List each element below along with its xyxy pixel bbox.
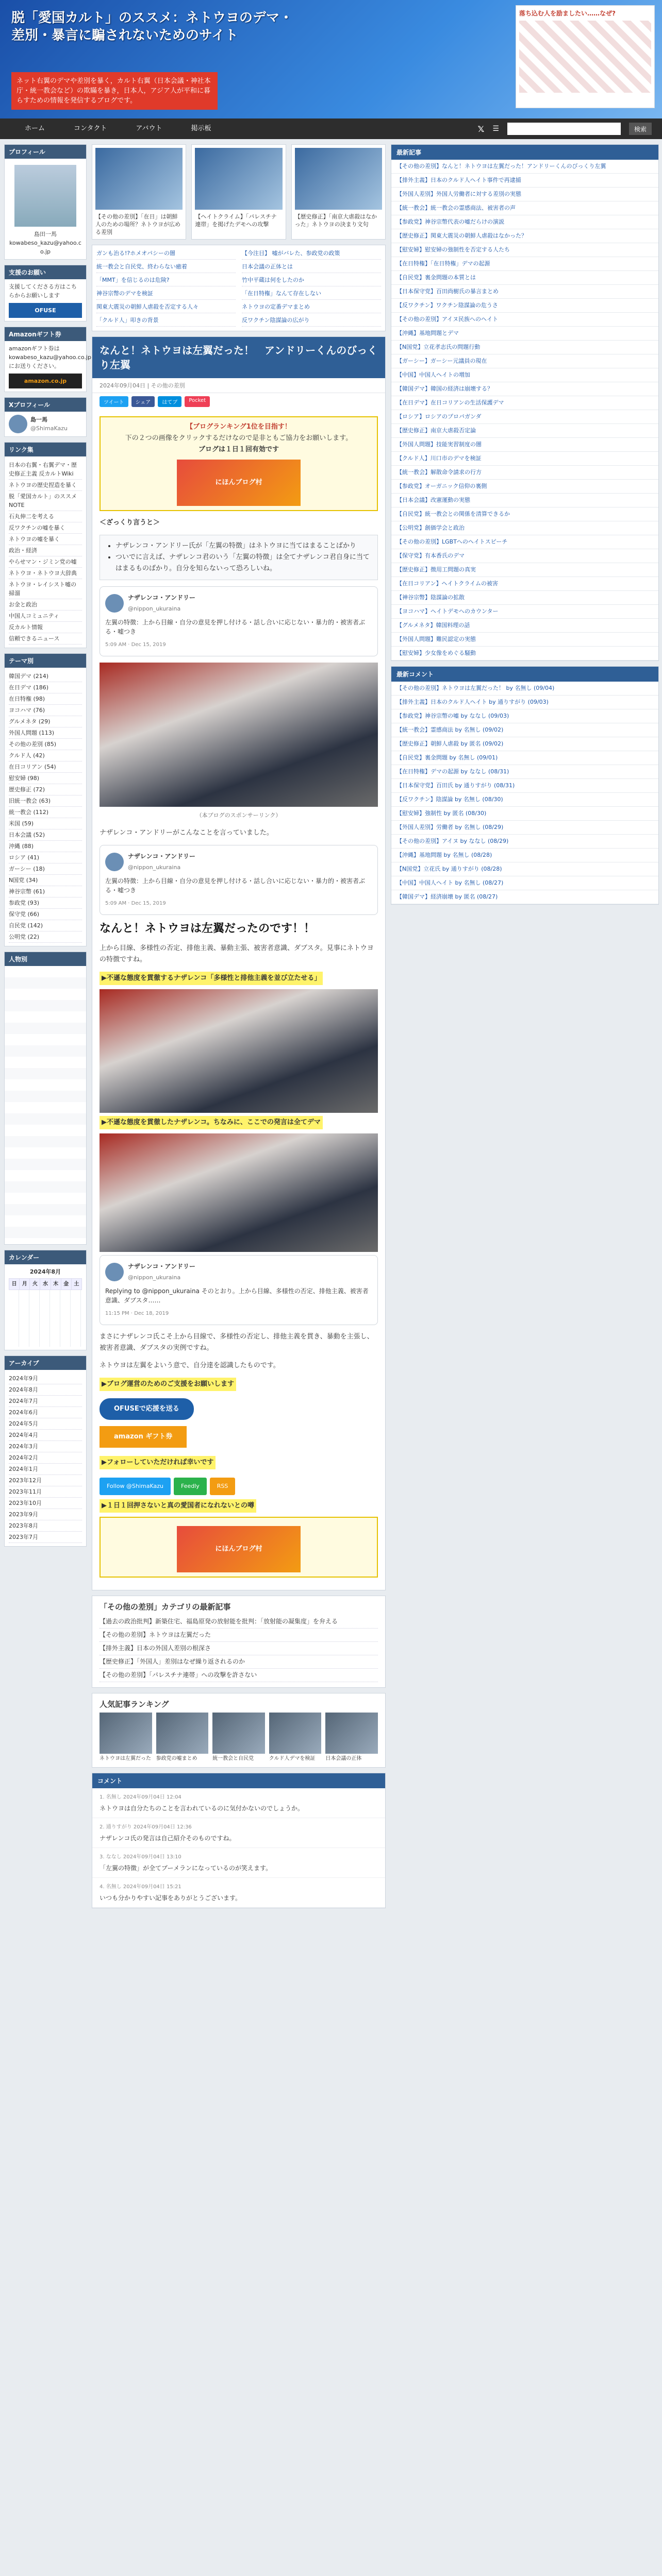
ranking-banner[interactable]: にほんブログ村 <box>177 460 301 506</box>
ranking-thumb <box>269 1713 322 1754</box>
ranking-thumb <box>156 1713 209 1754</box>
ofuse-badge[interactable]: OFUSE <box>9 303 82 318</box>
x-icon[interactable]: 𝕏 <box>477 124 485 134</box>
share-row <box>92 393 385 410</box>
calendar-table <box>9 1278 82 1290</box>
theme-item[interactable]: ヨコハマ (76) <box>9 705 82 716</box>
tweet-handle: @nippon_ukuraina <box>128 605 181 612</box>
theme-item[interactable]: 旧統一教会 (63) <box>9 795 82 807</box>
theme-item[interactable]: 日本会議 (52) <box>9 829 82 841</box>
recent-post-item[interactable]: 【外国人問題】技能実習制度の闇 <box>391 438 658 452</box>
tag-cloud <box>5 966 86 1244</box>
feature-card[interactable] <box>92 144 186 240</box>
nav-bbs[interactable]: 掲示板 <box>191 125 211 132</box>
comment-text: ナザレンコ氏の発言は自己紹介そのものですね。 <box>100 1835 236 1842</box>
headline-link[interactable]: 【今注目】 嘘がバレた、参政党の政策 <box>242 249 381 260</box>
recent-comment-item[interactable]: 【在日特権】デマの起源 by ななし (08/31) <box>391 765 658 779</box>
tweet-avatar <box>105 594 124 613</box>
calendar-weekday: 日 <box>9 1279 20 1290</box>
tweet-text: 左翼の特徴：上から目線・自分の意見を押し付ける・話し合いに応じない・暴力的・被害者ぶる・嘘つき <box>105 877 366 894</box>
comment-text: いつも分かりやすい記事をありがとうございます。 <box>100 1894 242 1902</box>
archive-item[interactable]: 2023年7月 <box>9 1532 82 1543</box>
recent-post-item[interactable]: 【中国】中国人ヘイトの増加 <box>391 368 658 382</box>
theme-item[interactable]: 神谷宗幣 (61) <box>9 886 82 897</box>
category-item[interactable]: 【過去の政治批判】新築住宅、福島原発の放射能を批判：「放射能の凝集度」を弁える <box>100 1615 378 1629</box>
header-banner[interactable] <box>516 5 655 108</box>
recent-post-item[interactable]: 【統一教会】統一教会の霊感商法、被害者の声 <box>391 201 658 215</box>
category-item[interactable]: 【その他の差別】ネトウヨは左翼だった <box>100 1629 378 1642</box>
highlight-heading: ▶不遜な態度を貫徹したナザレンコ。ちなみに、ここでの発言は全てデマ <box>100 1116 323 1129</box>
ranking-caption: 日本会議の正体 <box>325 1756 362 1761</box>
profile-box <box>4 144 87 260</box>
recent-post-item[interactable]: 【ガーシー】ガーシー元議員の現在 <box>391 354 658 368</box>
headline-link[interactable]: ガンも治る!?ホメオパシーの闇 <box>96 249 236 260</box>
archive-item[interactable]: 2023年11月 <box>9 1486 82 1498</box>
theme-item[interactable]: 韓国デマ (214) <box>9 671 82 682</box>
link-item[interactable]: やらせマン・ジミン党の嘘 <box>9 556 82 568</box>
follow-heading: ▶フォローしていただければ幸いです <box>100 1456 216 1469</box>
amazon-box <box>4 327 91 392</box>
feature-caption: 【その他の差別】「在日」は朝鮮人のための場所？ネトウヨが広める差別 <box>95 213 180 235</box>
recent-post-item[interactable]: 【歴史修正】南京大虐殺否定論 <box>391 424 658 438</box>
recent-post-item[interactable]: 【グルメネタ】韓国料理の話 <box>391 619 658 633</box>
profile-mail[interactable]: kowabeso_kazu@yahoo.co.jp <box>9 240 81 255</box>
tweet-author: ナザレンコ・アンドリー <box>128 1263 195 1270</box>
comment-list <box>92 1788 385 1908</box>
summary-item: • ついでに言えば、ナザレンコ君のいう「左翼の特徴」は全てナザレンコ君自身に当てはまるものばかり。自分を知らないって恐ろしいね。 <box>115 552 371 574</box>
main-column <box>92 144 386 1908</box>
theme-item[interactable]: 在日特権 (98) <box>9 693 82 705</box>
recent-comment-item[interactable]: 【中国】中国人ヘイト by 名無し (08/27) <box>391 876 658 890</box>
bottom-ranking <box>100 1517 378 1578</box>
link-item[interactable]: 反ワクチンの嘘を暴く <box>9 522 82 534</box>
summary-box <box>100 535 378 580</box>
profile-avatar <box>14 165 76 227</box>
recent-comment-item[interactable]: 【慰安婦】強制性 by 匿名 (08/30) <box>391 807 658 821</box>
archive-list <box>5 1370 86 1546</box>
recent-comment-item[interactable]: 【排外主義】日本のクルド人ヘイト by 通りすがり (09/03) <box>391 696 658 709</box>
nav-home[interactable]: ホーム <box>25 125 45 132</box>
links-head: リンク集 <box>5 443 86 456</box>
tweet-author: ナザレンコ・アンドリー <box>128 594 195 601</box>
theme-item[interactable]: その他の差別 (85) <box>9 739 82 750</box>
headline-link[interactable]: 関東大震災の朝鮮人虐殺を否定する人々 <box>96 303 236 313</box>
category-item[interactable]: 【排外主義】日本の外国人差別の根深さ <box>100 1642 378 1655</box>
article-meta: 2024年09月04日 | その他の差別 <box>92 378 385 393</box>
ranking-item[interactable] <box>212 1713 265 1762</box>
recent-post-item[interactable]: 【在日デマ】在日コリアンの生活保護デマ <box>391 396 658 410</box>
summary-item: • ナザレンコ・アンドリー氏が「左翼の特徴」はネトウヨに当てはまることばかり <box>115 540 371 552</box>
theme-item[interactable]: 米国 (59) <box>9 818 82 829</box>
link-item[interactable]: 脱「愛国カルト」のススメ NOTE <box>9 491 82 511</box>
archive-item[interactable]: 2024年4月 <box>9 1430 82 1441</box>
feature-thumb <box>95 148 183 210</box>
comment-meta: 2. 通りすがり 2024年09月04日 12:36 <box>100 1824 192 1830</box>
ranking-caption: クルド人デマを検証 <box>269 1756 316 1761</box>
archive-box <box>4 1355 87 1547</box>
recent-post-item[interactable]: 【在日特権】「在日特権」デマの起源 <box>391 257 658 271</box>
recent-posts-head: 最新記事 <box>391 145 658 160</box>
ranking-thumb <box>100 1713 152 1754</box>
archive-item[interactable]: 2024年3月 <box>9 1441 82 1452</box>
ranking-banner[interactable]: にほんブログ村 <box>177 1526 301 1572</box>
recent-post-item[interactable]: 【排外主義】日本のクルド人ヘイト事件で再逮捕 <box>391 174 658 188</box>
recent-post-item[interactable]: 【慰安婦】少女像をめぐる騒動 <box>391 647 658 660</box>
recent-post-item[interactable]: 【その他の差別】LGBTへのヘイトスピーチ <box>391 535 658 549</box>
feature-caption: 【ヘイトクライム】「パレスチナ連帯」を掲げたデモへの攻撃 <box>195 213 277 228</box>
sponsor-photo[interactable] <box>100 663 378 807</box>
archive-item[interactable]: 2023年9月 <box>9 1509 82 1520</box>
link-item[interactable]: 反カルト情報 <box>9 622 82 633</box>
links-box <box>4 442 87 648</box>
share-pocket-button[interactable]: Pocket <box>185 396 210 407</box>
bottom-heading: ▶１日１回押さないと真の愛国者になれないとの噂 <box>100 1499 256 1513</box>
calendar-weekday: 金 <box>61 1279 71 1290</box>
ranking-title: 人気記事ランキング <box>100 1700 169 1709</box>
theme-item[interactable]: 保守党 (66) <box>9 909 82 920</box>
recent-post-item[interactable]: 【反ワクチン】ワクチン陰謀論の危うさ <box>391 299 658 313</box>
profile-name: 島田一馬 <box>34 231 57 238</box>
theme-item[interactable]: 参政党 (93) <box>9 897 82 909</box>
category-title: 「その他の差別」カテゴリの最新記事 <box>100 1602 231 1612</box>
theme-item[interactable]: N国党 (34) <box>9 875 82 886</box>
article-photo[interactable] <box>100 1133 378 1252</box>
share-tweet-button[interactable]: ツイート <box>100 396 128 407</box>
tweet-embed[interactable] <box>100 1255 378 1325</box>
theme-item[interactable]: 沖縄 (88) <box>9 841 82 852</box>
link-item[interactable]: 日本の右翼・右翼デマ・歴史修正主義 反カルトWiki <box>9 460 82 480</box>
recent-post-item[interactable]: 【保守党】有本香氏のデマ <box>391 549 658 563</box>
recent-posts-list <box>391 160 658 660</box>
headline-link[interactable]: 「在日特権」なんて存在しない <box>242 290 381 300</box>
recent-comment-item[interactable]: 【韓国デマ】経済崩壊 by 匿名 (08/27) <box>391 890 658 904</box>
theme-item[interactable]: 統一教会 (112) <box>9 807 82 818</box>
archive-item[interactable]: 2024年2月 <box>9 1452 82 1464</box>
headline-link[interactable]: ネトウヨの定番デマまとめ <box>242 303 381 313</box>
amazon-gift-button[interactable]: amazon ギフト券 <box>100 1426 187 1448</box>
archive-item[interactable]: 2024年6月 <box>9 1407 82 1418</box>
tweet-embed[interactable] <box>100 586 378 656</box>
ranking-item[interactable] <box>156 1713 209 1762</box>
link-item[interactable]: ネトウヨ・ネトウヨ大辞典 <box>9 568 82 579</box>
ranking-item[interactable] <box>269 1713 322 1762</box>
category-latest <box>92 1596 386 1688</box>
calendar-weekday: 火 <box>30 1279 40 1290</box>
tweet-text: 左翼の特徴：上から目線・自分の意見を押し付ける・話し合いに応じない・暴力的・被害者ぶる・嘘つき <box>105 619 366 635</box>
ofuse-button[interactable]: OFUSEで応援を送る <box>100 1398 194 1420</box>
tweet-handle: @nippon_ukuraina <box>128 1274 181 1281</box>
link-item[interactable]: ネトウヨ・レイシスト嘘の掃溜 <box>9 579 82 599</box>
headline-link[interactable]: 反ワクチン陰謀論の広がり <box>242 316 381 327</box>
recent-post-item[interactable]: 【日本会議】改憲運動の実態 <box>391 494 658 507</box>
theme-item[interactable]: クルド人 (42) <box>9 750 82 761</box>
right-sidebar <box>391 144 659 1908</box>
recent-comment-item[interactable]: 【外国人差別】労働者 by 名無し (08/29) <box>391 821 658 835</box>
recent-post-item[interactable]: 【神谷宗幣】陰謀論の拡散 <box>391 591 658 605</box>
link-item[interactable]: 信頼できるニュース <box>9 633 82 645</box>
headline-link[interactable]: 「クルド人」叩きの背景 <box>96 316 236 327</box>
header-banner-title: 落ち込む人を励ましたい……なぜ? <box>519 10 616 17</box>
recent-post-item[interactable]: 【在日コリアン】ヘイトクライムの被害 <box>391 577 658 591</box>
archive-item[interactable]: 2023年12月 <box>9 1475 82 1486</box>
calendar-month: 2024年8月 <box>29 1268 61 1275</box>
x-name[interactable]: 島一馬 <box>30 416 47 423</box>
ranking-item[interactable] <box>100 1713 152 1762</box>
support-text: 支援してくださる方はこちらからお願いします <box>9 283 77 299</box>
popular-ranking <box>92 1693 386 1768</box>
site-header <box>0 0 662 118</box>
tweet-date: 5:09 AM · Dec 15, 2019 <box>105 642 166 648</box>
link-item[interactable]: 石丸伸二を考える <box>9 511 82 522</box>
intro-label: ＜ざっくり言うと＞ <box>100 519 160 527</box>
follow-x-button[interactable]: Follow @ShimaKazu <box>100 1478 171 1495</box>
theme-item[interactable]: ロシア (41) <box>9 852 82 863</box>
comments-title: コメント <box>92 1773 385 1788</box>
support-box <box>4 265 87 321</box>
x-handle[interactable]: @ShimaKazu <box>30 425 68 432</box>
paragraph: ナザレンコ・アンドリーがこんなことを言っていました。 <box>100 829 273 837</box>
paragraph: 上から目線、多様性の否定、排他主義、暴動主張、被害者意識、ダブスタ。見事にネトウヨの特徴ですね。 <box>100 944 374 963</box>
recent-post-item[interactable]: 【クルド人】川口市のデマを検証 <box>391 452 658 466</box>
links-list <box>5 456 86 648</box>
comment-meta: 1. 名無し 2024年09月04日 12:04 <box>100 1794 181 1800</box>
theme-list <box>5 668 86 946</box>
recent-post-item[interactable]: 【統一教会】解散命令請求の行方 <box>391 466 658 480</box>
ranking-callout-text: 下の２つの画像をクリックするだけなので是非ともご協力をお願いします。 <box>125 434 353 442</box>
x-profile-box <box>4 397 87 437</box>
article-photo[interactable] <box>100 989 378 1113</box>
recent-post-item[interactable]: 【参政党】神谷宗幣代表の嘘だらけの演説 <box>391 215 658 229</box>
headline-grid <box>92 245 386 331</box>
headline-link[interactable]: 「MMT」を信じるのは危険? <box>96 276 236 286</box>
recent-post-item[interactable]: 【自民党】統一教会との関係を清算できるか <box>391 507 658 521</box>
link-item[interactable]: 中国人コミュニティ <box>9 611 82 622</box>
theme-box <box>4 653 87 946</box>
recent-post-item[interactable]: 【その他の差別】アイヌ民族へのヘイト <box>391 313 658 327</box>
recent-comments-box <box>391 666 659 905</box>
feature-card[interactable] <box>291 144 386 240</box>
tweet-avatar <box>105 1263 124 1281</box>
theme-item[interactable]: 歴史修正 (72) <box>9 784 82 795</box>
recent-comment-item[interactable]: 【歴史修正】朝鮮人虐殺 by 匿名 (09/02) <box>391 737 658 751</box>
theme-item[interactable]: 在日コリアン (54) <box>9 761 82 773</box>
ranking-thumb <box>325 1713 378 1754</box>
blog-description: ネット右翼のデマや差別を暴く，カルト右翼（日本会議・神社本庁・統一教会など）の欺瞞を暴き，日本人，アジア人が平和に暮らすための情報を発信するブログです。 <box>11 72 218 110</box>
theme-item[interactable]: 自民党 (142) <box>9 920 82 931</box>
ranking-item[interactable] <box>325 1713 378 1762</box>
left-sidebar <box>4 144 91 1908</box>
search-button[interactable]: 検索 <box>629 123 652 135</box>
x-profile-head: Xプロフィール <box>5 398 86 412</box>
article-body <box>92 410 385 1590</box>
calendar-grid[interactable] <box>9 1290 82 1347</box>
tweet-avatar <box>105 853 124 871</box>
recent-comment-item[interactable]: 【統一教会】霊感商法 by 名無し (09/02) <box>391 723 658 737</box>
recent-post-item[interactable]: 【歴史修正】関東大震災の朝鮮人虐殺はなかった？ <box>391 229 658 243</box>
recent-comment-item[interactable]: 【反ワクチン】陰謀論 by 名無し (08/30) <box>391 793 658 807</box>
people-box <box>4 952 87 1245</box>
feature-caption: 【歴史修正】「南京大虐殺はなかった」ネトウヨの決まり文句 <box>294 213 377 228</box>
ranking-thumb <box>212 1713 265 1754</box>
comment <box>92 1788 385 1818</box>
recent-post-item[interactable]: 【慰安婦】慰安婦の強制性を否定する人たち <box>391 243 658 257</box>
global-nav <box>0 118 662 139</box>
theme-item[interactable]: 慰安婦 (98) <box>9 773 82 784</box>
support-heading: ▶ブログ運営のためのご支援をお願いします <box>100 1378 236 1391</box>
recent-comments-list <box>391 682 658 904</box>
recent-comment-item[interactable]: 【沖縄】基地問題 by 名無し (08/28) <box>391 849 658 862</box>
recent-comment-item[interactable]: 【自民党】裏金問題 by 名無し (09/01) <box>391 751 658 765</box>
category-list <box>100 1615 378 1682</box>
comment-meta: 4. 名無し 2024年09月04日 15:21 <box>100 1884 181 1890</box>
recent-comment-item[interactable]: 【日本保守党】百田氏 by 通りすがり (08/31) <box>391 779 658 793</box>
people-head: 人物別 <box>5 952 86 966</box>
x-avatar <box>9 415 27 433</box>
tweet-embed[interactable] <box>100 845 378 915</box>
tweet-text: Replying to @nippon_ukuraina そのとおり。上から目線、多様性の否定、排他主義、被害者意識、ダブスタ…… <box>105 1287 369 1304</box>
archive-item[interactable]: 2024年1月 <box>9 1464 82 1475</box>
share-facebook-button[interactable]: シェア <box>131 396 155 407</box>
theme-item[interactable]: 外国人問題 (113) <box>9 727 82 739</box>
feature-row <box>92 144 386 240</box>
article <box>92 336 386 1590</box>
ranking-callout-title: 【ブログランキング1位を目指す！ <box>186 423 291 431</box>
category-item[interactable]: 【歴史修正】「外国人」差別はなぜ繰り返されるのか <box>100 1655 378 1669</box>
theme-item[interactable]: 公明党 (22) <box>9 931 82 943</box>
recent-posts-box <box>391 144 659 661</box>
header-banner-image <box>519 21 651 93</box>
article-title[interactable]: なんと！ネトウヨは左翼だった！ アンドリーくんのびっくり左翼 <box>92 337 385 378</box>
recent-post-item[interactable]: 【参政党】オーガニック信仰の裏側 <box>391 480 658 494</box>
tweet-handle: @nippon_ukuraina <box>128 864 181 871</box>
recent-post-item[interactable]: 【外国人問題】難民認定の実態 <box>391 633 658 647</box>
recent-post-item[interactable]: 【日本保守党】百田尚樹氏の暴言まとめ <box>391 285 658 299</box>
highlight-heading: ▶不遜な態度を貫徹するナザレンコ「多様性と排他主義を並び立たせる」 <box>100 972 323 985</box>
paragraph: まさにナザレンコ氏こそ上から目線で、多様性の否定し、排他主義を貫き、暴動を主張し、被害者意識、ダブスタの実例ですね。 <box>100 1333 374 1352</box>
calendar-weekday: 月 <box>20 1279 30 1290</box>
comment-text: ネトウヨは自分たちのことを言われているのに気付かないのでしょうか。 <box>100 1805 304 1812</box>
headline-link[interactable]: 竹中平蔵は何をしたのか <box>242 276 381 286</box>
amazon-text: amazonギフト券はkowabeso_kazu@yahoo.co.jpにお送りください。 <box>9 345 91 369</box>
archive-item[interactable]: 2024年8月 <box>9 1384 82 1396</box>
nav-about[interactable]: アバウト <box>136 125 162 132</box>
headline-link[interactable]: 統一教会と自民党、終わらない癒着 <box>96 263 236 273</box>
recent-post-item[interactable]: 【自民党】裏金問題の本質とは <box>391 271 658 285</box>
comment <box>92 1818 385 1848</box>
amazon-badge[interactable]: amazon.co.jp <box>9 374 82 388</box>
comment <box>92 1848 385 1878</box>
theme-item[interactable]: 在日デマ (186) <box>9 682 82 693</box>
calendar-box <box>4 1250 87 1350</box>
calendar-weekday: 土 <box>71 1279 81 1290</box>
archive-item[interactable]: 2024年7月 <box>9 1396 82 1407</box>
recent-comment-item[interactable]: 【その他の差別】アイヌ by ななし (08/29) <box>391 835 658 849</box>
archive-item[interactable]: 2023年10月 <box>9 1498 82 1509</box>
recent-post-item[interactable]: 【公明党】創価学会と政治 <box>391 521 658 535</box>
nav-right <box>478 123 662 135</box>
feature-card[interactable] <box>191 144 286 240</box>
paragraph: ネトウヨは左翼をよいう意で、自分達を認識したものです。 <box>100 1362 280 1369</box>
share-hatena-button[interactable]: はてブ <box>158 396 181 407</box>
big-statement: なんと！ネトウヨは左翼だったのです！！ <box>100 922 316 935</box>
photo-caption: （本ブログのスポンサーリンク） <box>196 812 282 819</box>
comments-section <box>92 1773 386 1908</box>
ranking-caption: 統一教会と自民党 <box>212 1756 254 1761</box>
link-item[interactable]: 政治・経済 <box>9 545 82 556</box>
comment-text: 「左翼の特徴」が全てブーメランになっているのが笑えます。 <box>100 1865 272 1872</box>
category-item[interactable]: 【その他の差別】「パレスチナ連帯」への攻撃を許さない <box>100 1669 378 1682</box>
headline-link[interactable]: 日本会議の正体とは <box>242 263 381 273</box>
archive-item[interactable]: 2024年9月 <box>9 1373 82 1384</box>
ranking-caption: 参政党の嘘まとめ <box>156 1756 197 1761</box>
profile-head: プロフィール <box>5 145 86 159</box>
recent-post-item[interactable]: 【N国党】立花孝志氏の問題行動 <box>391 341 658 354</box>
recent-comment-item[interactable]: 【N国党】立花氏 by 通りすがり (08/28) <box>391 862 658 876</box>
recent-post-item[interactable]: 【韓国デマ】韓国の経済は崩壊する？ <box>391 382 658 396</box>
recent-post-item[interactable]: 【外国人差別】外国人労働者に対する差別の実態 <box>391 188 658 201</box>
follow-rss-button[interactable]: RSS <box>210 1478 236 1495</box>
calendar-weekday: 木 <box>51 1279 61 1290</box>
ranking-callout-sub: ブログは１日１回有効です <box>198 446 279 453</box>
calendar-weekday: 水 <box>40 1279 51 1290</box>
tweet-date: 11:15 PM · Dec 18, 2019 <box>105 1311 169 1316</box>
theme-item[interactable]: グルメネタ (29) <box>9 716 82 727</box>
search-input[interactable] <box>507 123 621 135</box>
ranking-callout <box>100 416 378 511</box>
link-item[interactable]: お金と政治 <box>9 599 82 611</box>
rss-icon[interactable]: ☰ <box>492 125 499 133</box>
support-head: 支援のお願い <box>5 265 86 279</box>
amazon-head: Amazonギフト券 <box>5 327 86 341</box>
follow-feedly-button[interactable]: Feedly <box>174 1478 207 1495</box>
feature-thumb <box>195 148 282 210</box>
comment <box>92 1878 385 1908</box>
tweet-date: 5:09 AM · Dec 15, 2019 <box>105 901 166 906</box>
nav-contact[interactable]: コンタクト <box>74 125 107 132</box>
archive-item[interactable]: 2024年5月 <box>9 1418 82 1430</box>
calendar-head: カレンダー <box>5 1250 86 1264</box>
recent-post-item[interactable]: 【その他の差別】なんと！ネトウヨは左翼だった！アンドリーくんのびっくり左翼 <box>391 160 658 174</box>
headline-link[interactable]: 神谷宗幣のデマを検証 <box>96 290 236 300</box>
link-item[interactable]: ネトウヨの歴史捏造を暴く <box>9 480 82 491</box>
ranking-caption: ネトウヨは左翼だった <box>100 1756 151 1761</box>
theme-item[interactable]: ガーシー (18) <box>9 863 82 875</box>
blog-title[interactable]: 脱「愛国カルト」のススメ：ネトウヨのデマ・差別・暴言に騙されないためのサイト <box>11 10 293 43</box>
archive-head: アーカイブ <box>5 1356 86 1370</box>
tweet-author: ナザレンコ・アンドリー <box>128 853 195 860</box>
recent-post-item[interactable]: 【歴史修正】徴用工問題の真実 <box>391 563 658 577</box>
ranking-grid <box>100 1713 378 1762</box>
comment-meta: 3. ななし 2024年09月04日 13:10 <box>100 1854 181 1860</box>
theme-head: テーマ別 <box>5 654 86 668</box>
recent-comment-item[interactable]: 【その他の差別】ネトウヨは左翼だった！ by 名無し (09/04) <box>391 682 658 696</box>
feature-thumb <box>295 148 382 210</box>
follow-row <box>100 1478 378 1495</box>
link-item[interactable]: ネトウヨの嘘を暴く <box>9 534 82 545</box>
recent-comments-head: 最新コメント <box>391 667 658 682</box>
archive-item[interactable]: 2023年8月 <box>9 1520 82 1532</box>
recent-post-item[interactable]: 【ヨコハマ】ヘイトデモへのカウンター <box>391 605 658 619</box>
recent-post-item[interactable]: 【ロシア】ロシアのプロパガンダ <box>391 410 658 424</box>
recent-post-item[interactable]: 【沖縄】基地問題とデマ <box>391 327 658 341</box>
recent-comment-item[interactable]: 【参政党】神谷宗幣の嘘 by ななし (09/03) <box>391 709 658 723</box>
